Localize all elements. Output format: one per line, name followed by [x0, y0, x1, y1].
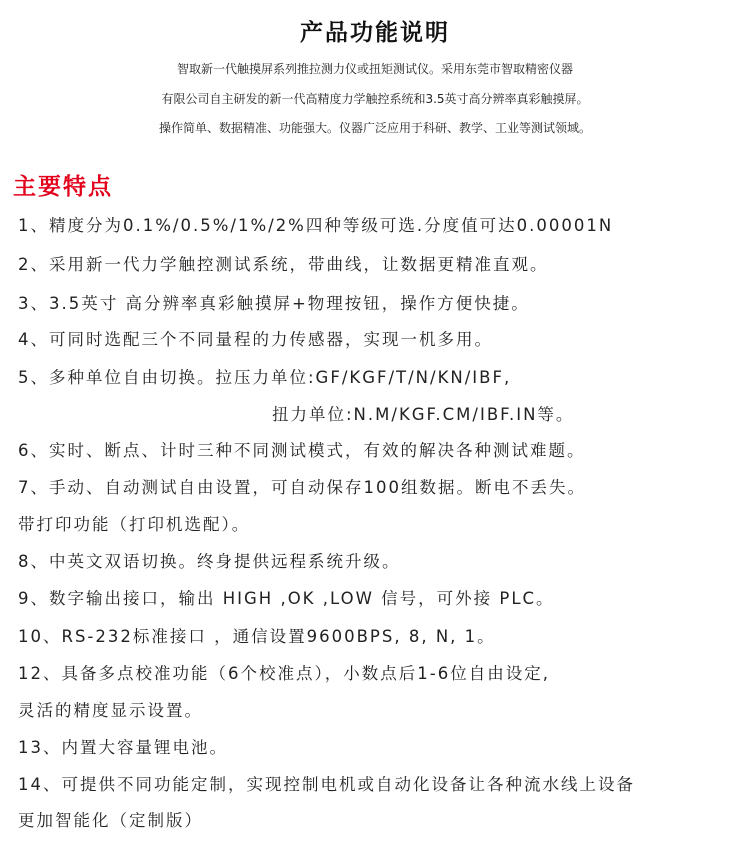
- section-title: 主要特点: [13, 174, 113, 200]
- feature-10: 10、RS-232标准接口 ，通信设置9600BPS, 8, N, 1。: [18, 627, 496, 646]
- intro-line-3: 操作简单、数据精准、功能强大。仪器广泛应用于科研、教学、工业等测试领域。: [158, 121, 591, 135]
- feature-7: 7、手动、自动测试自由设置，可自动保存100组数据。断电不丢失。: [18, 478, 586, 497]
- feature-6: 6、实时、断点、计时三种不同测试模式，有效的解决各种测试难题。: [18, 441, 586, 460]
- intro-line-2: 有限公司自主研发的新一代高精度力学触控系统和3.5英寸高分辨率真彩触摸屏。: [161, 92, 589, 106]
- feature-4: 4、可同时选配三个不同量程的力传感器，实现一机多用。: [18, 330, 493, 349]
- feature-1: 1、精度分为0.1%/0.5%/1%/2%四种等级可选.分度值可达0.00001N: [18, 216, 614, 235]
- feature-5-continued: 扭力单位:N.M/KGF.CM/IBF.IN等。: [272, 405, 575, 424]
- feature-7-continued: 带打印功能（打印机选配）。: [18, 515, 251, 534]
- feature-13: 13、内置大容量锂电池。: [18, 738, 228, 757]
- feature-3: 3、3.5英寸 高分辨率真彩触摸屏+物理按钮，操作方便快捷。: [18, 294, 530, 313]
- feature-14-continued: 更加智能化（定制版）: [18, 811, 203, 830]
- page-title: 产品功能说明: [300, 20, 450, 46]
- intro-line-1: 智取新一代触摸屏系列推拉测力仪或扭矩测试仪。采用东莞市智取精密仪器: [176, 62, 573, 76]
- feature-2: 2、采用新一代力学触控测试系统，带曲线，让数据更精准直观。: [18, 255, 549, 274]
- feature-14: 14、可提供不同功能定制，实现控制电机或自动化设备让各种流水线上设备: [18, 775, 635, 794]
- feature-12: 12、具备多点校准功能（6个校准点），小数点后1-6位自由设定,: [18, 664, 550, 683]
- feature-12-continued: 灵活的精度显示设置。: [18, 701, 203, 720]
- feature-8: 8、中英文双语切换。终身提供远程系统升级。: [18, 552, 401, 571]
- feature-9: 9、数字输出接口，输出 HIGH ,OK ,LOW 信号，可外接 PLC。: [18, 589, 555, 608]
- feature-5: 5、多种单位自由切换。拉压力单位:GF/KGF/T/N/KN/IBF,: [18, 368, 512, 387]
